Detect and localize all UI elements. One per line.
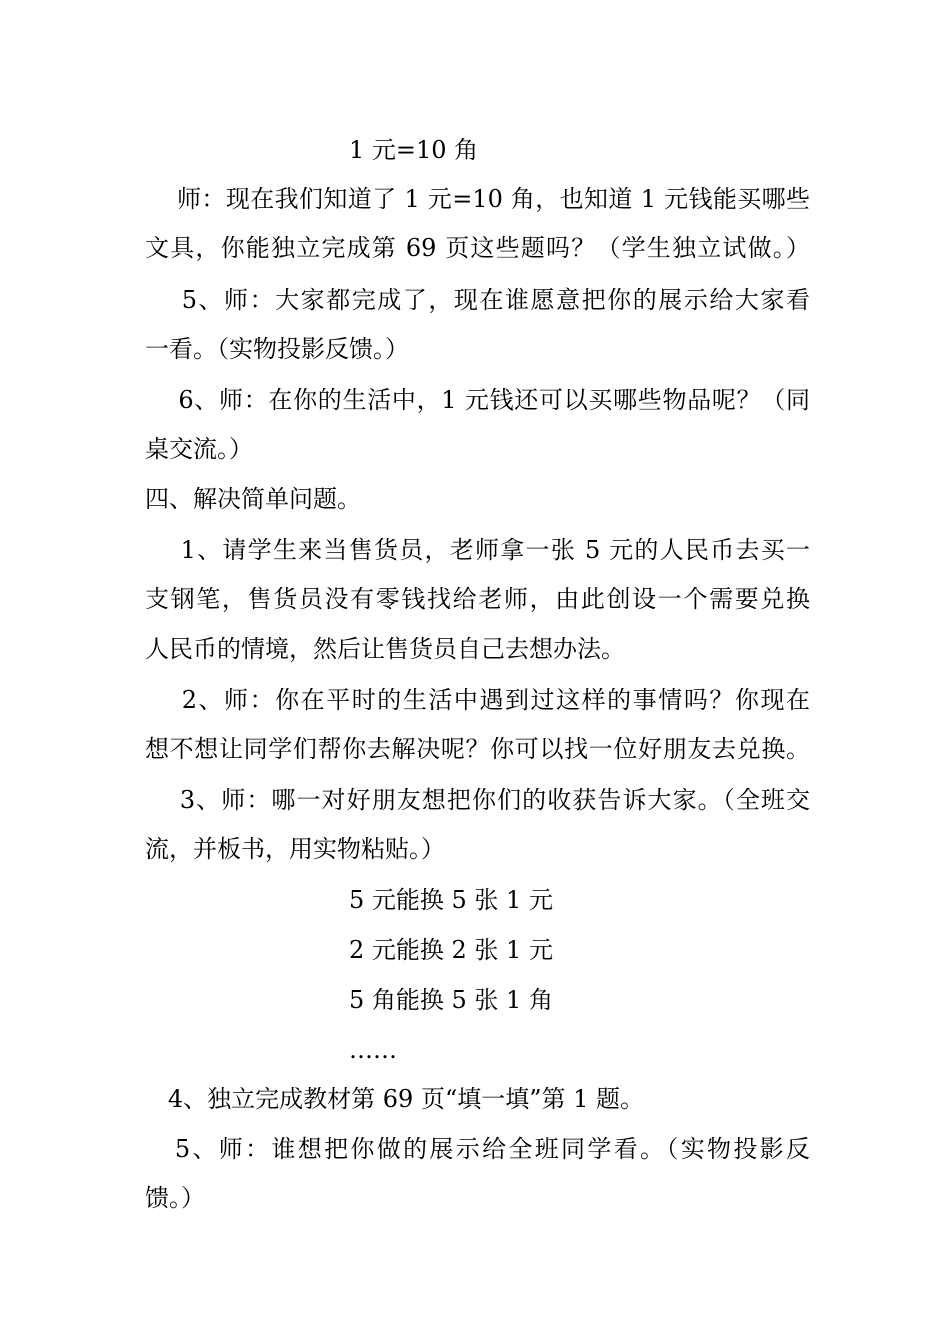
paragraph-problem-1-line-2: 支钢笔，售货员没有零钱找给老师，由此创设一个需要兑换 (145, 585, 810, 613)
paragraph-problem-3-line-2: 流，并板书，用实物粘贴。） (145, 835, 445, 863)
paragraph-step-6-line-2: 桌交流。） (145, 435, 253, 463)
paragraph-problem-2-line-1: 2、师：你在平时的生活中遇到过这样的事情吗？你现在 (145, 686, 810, 714)
paragraph-problem-1-line-3: 人民币的情境，然后让售货员自己去想办法。 (145, 635, 625, 663)
paragraph-problem-3-line-1: 3、师：哪一对好朋友想把你们的收获告诉大家。（全班交 (145, 786, 810, 814)
paragraph-step-5-line-2: 一看。（实物投影反馈。） (145, 335, 409, 363)
paragraph-teacher-1-line-2: 文具，你能独立完成第 69 页这些题吗？（学生独立试做。） (145, 234, 810, 262)
section-heading: 四、解决简单问题。 (145, 485, 361, 513)
exchange-item: 2 元能换 2 张 1 元 (349, 936, 553, 964)
formula-yuan-jiao: 1 元=10 角 (349, 136, 479, 164)
paragraph-step-5-line-1: 5、师：大家都完成了，现在谁愿意把你的展示给大家看 (145, 286, 810, 314)
paragraph-problem-2-line-2: 想不想让同学们帮你去解决呢？你可以找一位好朋友去兑换。 (145, 735, 810, 763)
exchange-ellipsis: …… (349, 1036, 397, 1064)
paragraph-problem-1-line-1: 1、请学生来当售货员，老师拿一张 5 元的人民币去买一 (145, 536, 810, 564)
exchange-item: 5 元能换 5 张 1 元 (349, 886, 553, 914)
paragraph-problem-4: 4、独立完成教材第 69 页“填一填”第 1 题。 (145, 1085, 645, 1113)
exchange-item: 5 角能换 5 张 1 角 (349, 986, 553, 1014)
paragraph-step-6-line-1: 6、师：在你的生活中，1 元钱还可以买哪些物品呢？（同 (145, 386, 810, 414)
paragraph-teacher-1-line-1: 师：现在我们知道了 1 元=10 角，也知道 1 元钱能买哪些 (145, 185, 810, 213)
paragraph-problem-5-line-1: 5、师：谁想把你做的展示给全班同学看。（实物投影反 (145, 1135, 810, 1163)
paragraph-problem-5-line-2: 馈。） (145, 1184, 205, 1212)
